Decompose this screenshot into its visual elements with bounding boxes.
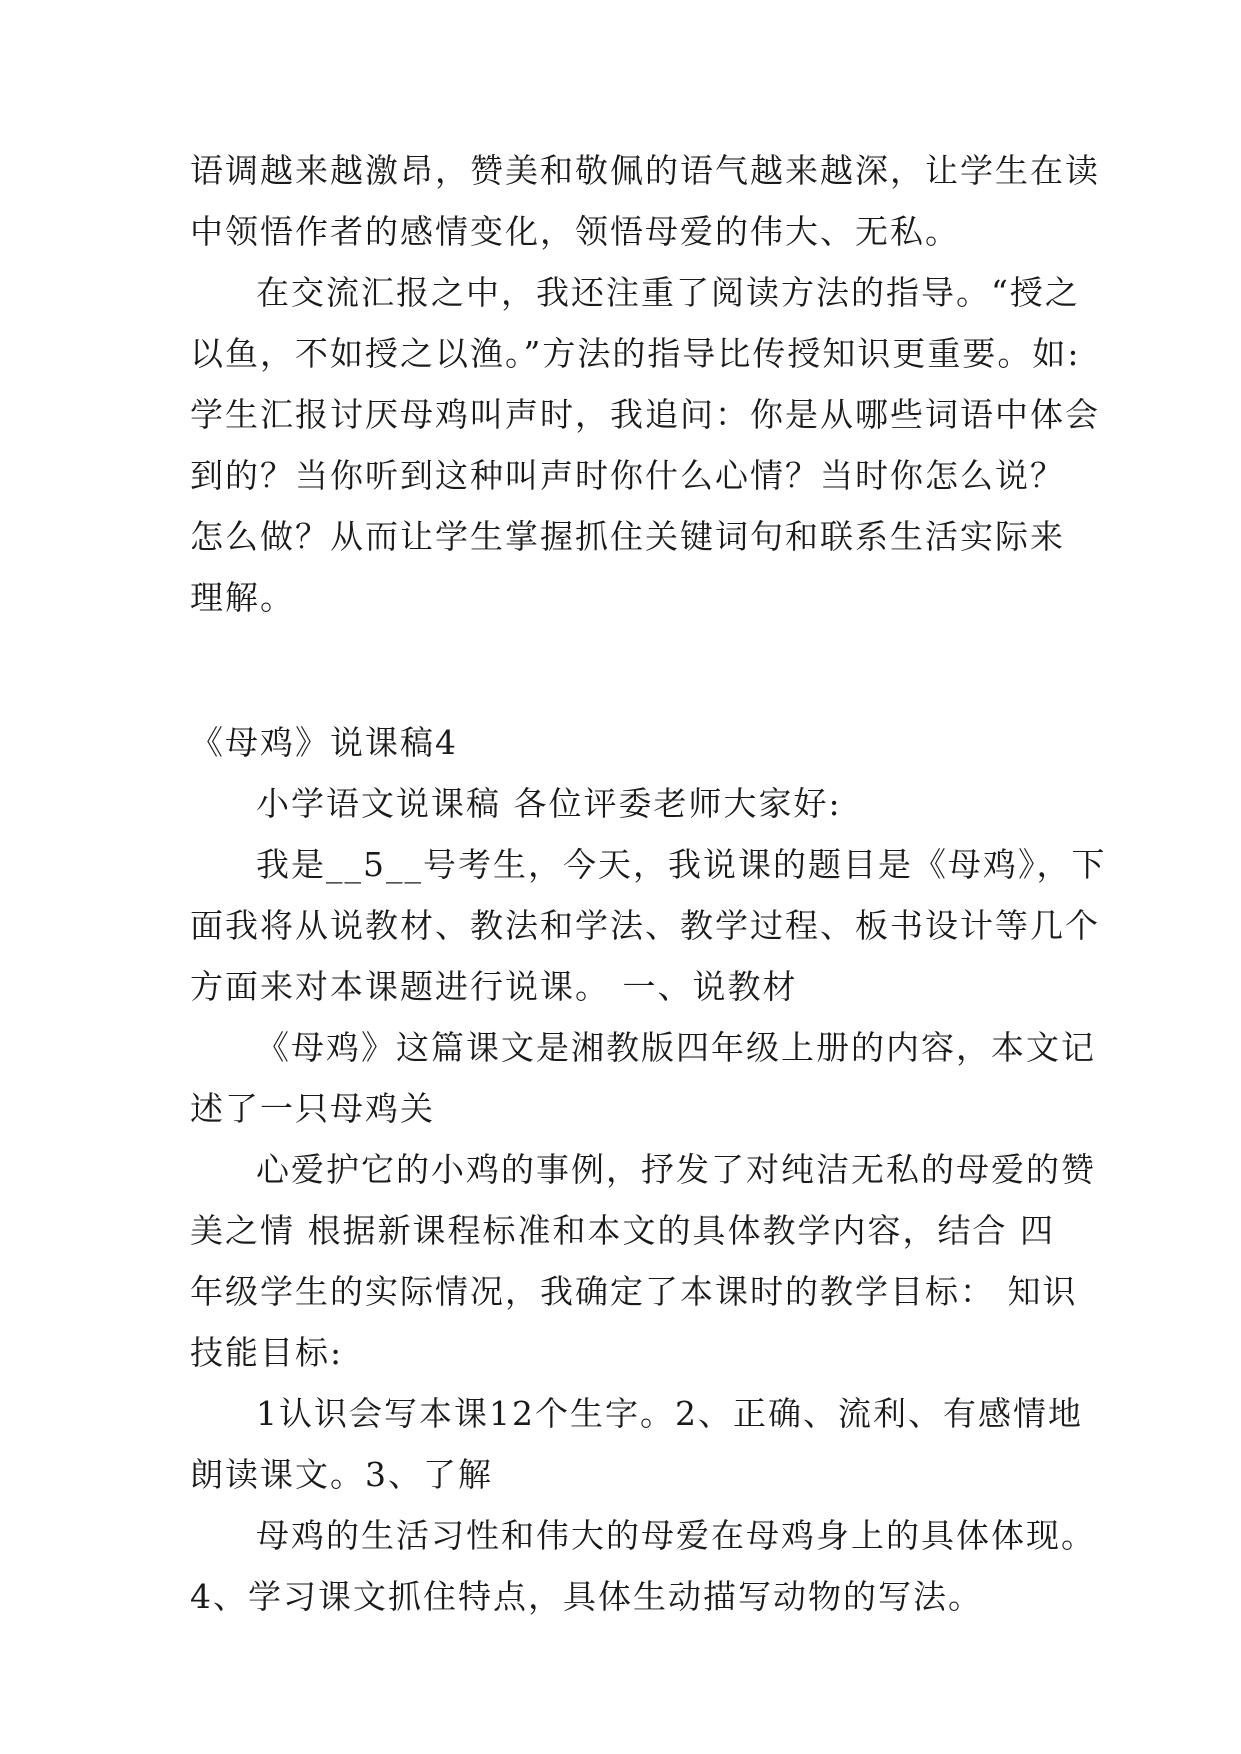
paragraph-2 [190, 262, 1100, 628]
section-gap [190, 628, 1090, 712]
text-line: 怎么做？从而让学生掌握抓住关键词句和联系生活实际来 [190, 517, 1065, 556]
paragraph-7 [190, 1383, 1090, 1505]
text-line: 理解。 [190, 578, 295, 617]
text-line: 《母鸡》这篇课文是湘教版四年级上册的内容，本文记 [256, 1028, 1096, 1067]
paragraph-3 [190, 773, 1090, 834]
paragraph-8 [190, 1505, 1096, 1627]
text-line: 心爱护它的小鸡的事例，抒发了对纯洁无私的母爱的赞 [256, 1150, 1096, 1189]
paragraph-6 [190, 1139, 1096, 1383]
text-line: 面我将从说教材、教法和学法、教学过程、板书设计等几个 [190, 906, 1100, 945]
text-line: 我是__5__号考生，今天，我说课的题目是《母鸡》，下 [256, 845, 1107, 884]
paragraph-1 [190, 140, 1100, 262]
text-line: 语调越来越激昂，赞美和敬佩的语气越来越深，让学生在读 [190, 151, 1100, 190]
text-line: 母鸡的生活习性和伟大的母爱在母鸡身上的具体体现。 [256, 1516, 1096, 1555]
text-line: 中领悟作者的感情变化，领悟母爱的伟大、无私。 [190, 212, 960, 251]
text-line: 朗读课文。3、了解 [190, 1455, 493, 1494]
text-line: 小学语文说课稿 各位评委老师大家好: [256, 784, 842, 823]
text-line: 技能目标: [190, 1333, 344, 1372]
text-line: 以鱼，不如授之以渔。”方法的指导比传授知识更重要。如: [190, 334, 1081, 373]
text-line: 在交流汇报之中，我还注重了阅读方法的指导。“授之 [256, 273, 1080, 312]
section-title: 《母鸡》说课稿4 [190, 723, 458, 762]
document-body [190, 140, 1107, 1627]
text-line: 1认识会写本课12个生字。2、正确、流利、有感情地 [256, 1394, 1083, 1433]
text-line: 方面来对本课题进行说课。 一、说教材 [190, 967, 798, 1006]
text-line: 年级学生的实际情况，我确定了本课时的教学目标： 知识 [190, 1272, 1078, 1311]
text-line: 述了一只母鸡关 [190, 1089, 435, 1128]
paragraph-4 [190, 834, 1107, 1017]
paragraph-5 [190, 1017, 1096, 1139]
text-line: 美之情 根据新课程标准和本文的具体教学内容，结合 四 [190, 1211, 1055, 1250]
text-line: 4、学习课文抓住特点，具体生动描写动物的写法。 [190, 1577, 983, 1616]
text-line: 到的？当你听到这种叫声时你什么心情？当时你怎么说？ [190, 456, 1065, 495]
text-line: 学生汇报讨厌母鸡叫声时，我追问：你是从哪些词语中体会 [190, 395, 1100, 434]
